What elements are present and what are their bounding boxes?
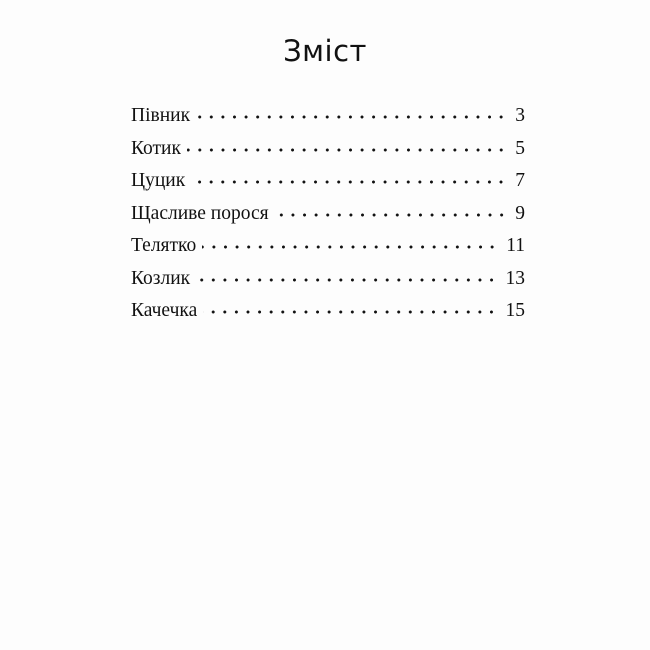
toc-entry-page: 9 (515, 202, 525, 224)
dot-leader (196, 103, 507, 123)
toc-entry[interactable] (131, 166, 525, 199)
dot-leader (203, 298, 497, 318)
dot-leader (187, 136, 507, 156)
toc-entry[interactable] (131, 264, 525, 297)
toc-entry-page: 5 (515, 137, 525, 159)
toc-entry-title: Качечка (131, 300, 198, 321)
toc-entry-title: Козлик (131, 267, 191, 289)
dot-leader (275, 201, 507, 221)
toc-entry-page: 13 (505, 267, 525, 289)
page-title: Зміст (283, 34, 367, 68)
toc-entry[interactable] (131, 296, 525, 329)
dot-leader (202, 233, 498, 253)
toc-entry-title: Півник (131, 105, 191, 126)
toc-entry[interactable] (131, 101, 525, 134)
toc-entry-title: Цуцик (131, 170, 186, 191)
toc-entry-page: 7 (515, 170, 525, 191)
dot-leader (191, 168, 507, 188)
toc-entry-title: Котик (131, 137, 181, 159)
toc-entry-page: 11 (506, 235, 525, 256)
toc-entry-page: 15 (505, 300, 525, 321)
toc-entry[interactable] (131, 231, 525, 264)
toc-entry[interactable] (131, 134, 525, 167)
toc-entry-title: Щасливе порося (131, 202, 269, 224)
table-of-contents (131, 101, 525, 329)
toc-entry[interactable] (131, 199, 525, 232)
dot-leader (196, 266, 497, 286)
toc-entry-title: Телятко (131, 235, 197, 256)
toc-entry-page: 3 (515, 105, 525, 126)
